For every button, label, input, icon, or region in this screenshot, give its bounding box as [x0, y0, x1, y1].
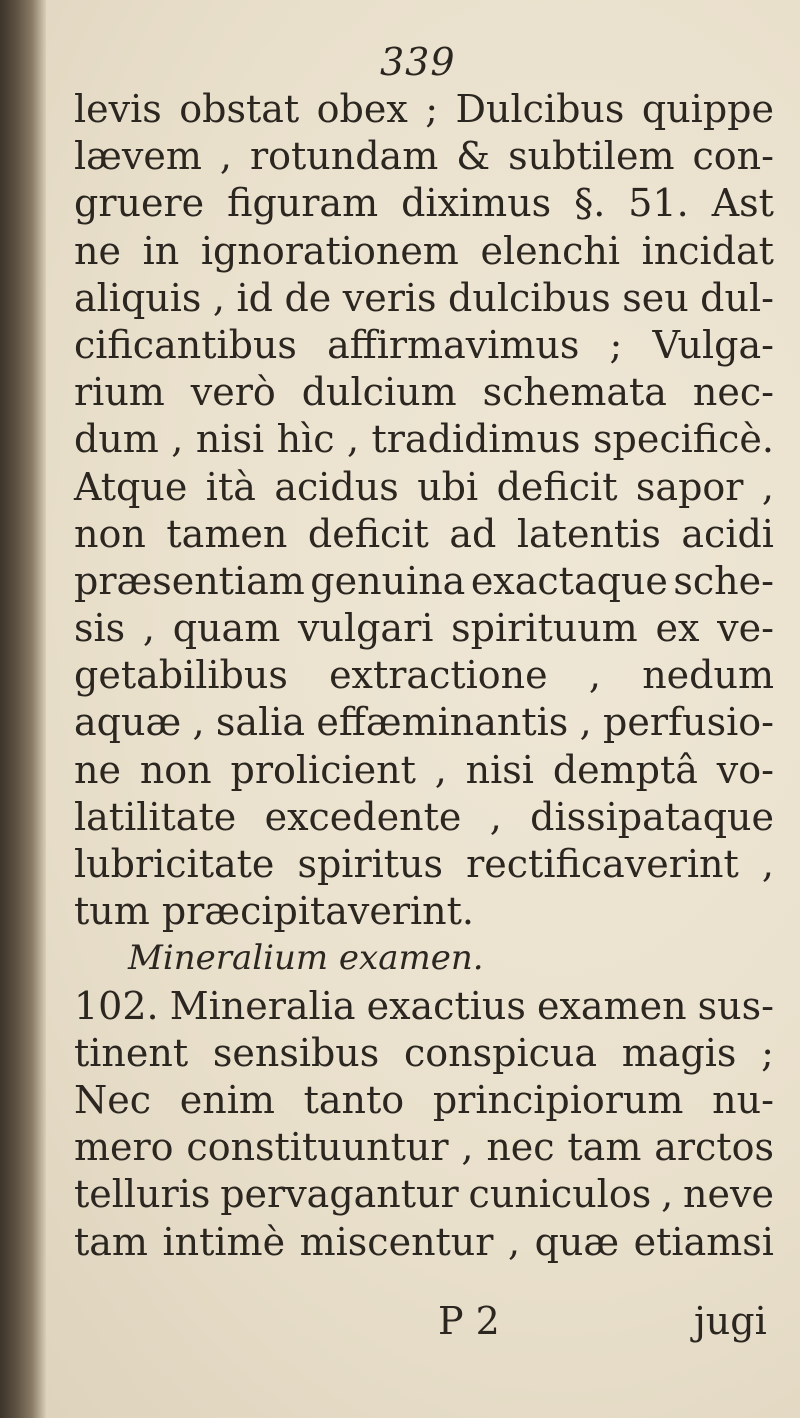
- word: ,: [489, 794, 502, 839]
- word: spiritus: [297, 842, 444, 886]
- word: sensibus: [212, 1030, 380, 1075]
- page-footer: [74, 1296, 774, 1346]
- word: latilitate: [74, 794, 237, 839]
- word: in: [142, 228, 180, 273]
- word: &: [456, 134, 491, 179]
- text-line: [74, 275, 774, 322]
- word: ,: [192, 700, 205, 745]
- word: con-: [692, 134, 774, 179]
- word: ,: [507, 1219, 521, 1264]
- word: principiorum: [432, 1077, 684, 1122]
- word: rectificaverint: [466, 842, 739, 886]
- text-line: [74, 86, 774, 133]
- word: cuniculos: [468, 1172, 652, 1217]
- word: ,: [579, 700, 592, 745]
- word: latentis: [516, 511, 661, 556]
- word: excedente: [264, 794, 462, 839]
- word: hìc: [276, 417, 335, 462]
- word: ,: [212, 275, 225, 320]
- word: levis: [74, 87, 162, 131]
- word: affirmavimus: [327, 322, 580, 367]
- catchword: jugi: [694, 1299, 767, 1343]
- word: lubricitate: [74, 842, 275, 886]
- text-line: [74, 794, 774, 841]
- text-line: [74, 699, 774, 746]
- text-line: [74, 133, 774, 180]
- word: ;: [609, 322, 623, 367]
- word: veris: [342, 275, 437, 320]
- word: ,: [346, 417, 360, 462]
- word: ve-: [717, 606, 774, 651]
- text-line: [74, 652, 774, 699]
- word: tamen: [166, 511, 288, 556]
- text-line: [74, 1124, 774, 1171]
- word: ne: [74, 228, 121, 273]
- text-line: [74, 1219, 774, 1266]
- text-line: [74, 747, 774, 794]
- word: rium: [74, 370, 165, 415]
- body-text: [74, 86, 774, 1266]
- word: lævem: [74, 134, 202, 179]
- word: de: [284, 275, 332, 320]
- word: sche-: [673, 558, 774, 603]
- text-line: [74, 1171, 774, 1218]
- word: enim: [179, 1077, 275, 1122]
- word: extractione: [329, 653, 548, 698]
- word: miscentur: [299, 1219, 494, 1264]
- word: Mineralia: [169, 983, 356, 1028]
- word: magis: [621, 1030, 737, 1075]
- word: nec: [486, 1125, 555, 1170]
- word: nisi: [195, 417, 265, 462]
- word: etiamsi: [633, 1219, 774, 1264]
- word: dulcibus: [448, 275, 611, 320]
- word: exactaque: [470, 558, 668, 603]
- word: sus-: [697, 983, 774, 1028]
- word: aquæ: [74, 700, 182, 745]
- text-line: [74, 983, 774, 1030]
- word: nec-: [692, 370, 774, 415]
- word: incidat: [641, 228, 774, 273]
- signature-mark: P 2: [438, 1299, 500, 1343]
- word: ità: [205, 464, 256, 509]
- word: effæminantis: [316, 700, 569, 745]
- word: Atque: [74, 464, 188, 509]
- text-line: [74, 605, 774, 652]
- word: nedum: [642, 653, 774, 698]
- section-heading: Mineralium examen.: [128, 938, 484, 979]
- word: dulcium: [301, 370, 457, 415]
- word: deficit: [496, 464, 618, 509]
- word: intimè: [162, 1219, 286, 1264]
- word: ne: [74, 747, 121, 792]
- word: Nec: [74, 1077, 152, 1122]
- word: Ast: [711, 181, 774, 226]
- word: tinent: [74, 1030, 189, 1075]
- word: deficit: [307, 511, 429, 556]
- word: 102.: [74, 983, 159, 1028]
- word: sis: [74, 606, 126, 651]
- text-line: [74, 558, 774, 605]
- word: tradidimus: [371, 417, 581, 462]
- word: neve: [683, 1172, 774, 1217]
- word: ignorationem: [200, 228, 459, 273]
- word: seu: [622, 275, 689, 320]
- word: ,: [761, 464, 774, 509]
- word: mero: [74, 1125, 174, 1170]
- word: quippe: [641, 87, 774, 131]
- word: schemata: [482, 370, 667, 415]
- binding-gutter: [0, 0, 46, 1418]
- text-line: [74, 1077, 774, 1124]
- word: tanto: [303, 1077, 405, 1122]
- word: dissipataque: [530, 794, 774, 839]
- text-line: [74, 464, 774, 511]
- word: tam: [567, 1125, 642, 1170]
- word: sapor: [635, 464, 744, 509]
- word: dul-: [700, 275, 774, 320]
- word: demptâ: [552, 747, 698, 792]
- word: ,: [588, 653, 601, 698]
- word: getabilibus: [74, 653, 288, 698]
- word: ;: [761, 1030, 774, 1075]
- word: elenchi: [480, 228, 620, 273]
- word: obex: [316, 87, 408, 131]
- word: conspicua: [404, 1030, 598, 1075]
- word: aliquis: [74, 275, 202, 320]
- text-line: tum præcipitaverint.: [74, 889, 475, 934]
- word: genuina: [310, 558, 466, 603]
- word: constituuntur: [186, 1125, 449, 1170]
- word: arctos: [654, 1125, 774, 1170]
- word: telluris: [74, 1172, 211, 1217]
- word: nisi: [465, 747, 534, 792]
- word: gruere: [74, 181, 205, 226]
- word: §.: [574, 181, 606, 226]
- text-line: [74, 841, 774, 888]
- text-line: [74, 511, 774, 558]
- word: ,: [461, 1125, 474, 1170]
- word: verò: [190, 370, 276, 415]
- word: pervagantur: [220, 1172, 459, 1217]
- word: prolicient: [230, 747, 416, 792]
- word: non: [139, 747, 212, 792]
- word: ,: [142, 606, 155, 651]
- word: ;: [425, 87, 439, 131]
- word: ,: [661, 1172, 674, 1217]
- word: figuram: [227, 181, 379, 226]
- word: ex: [655, 606, 700, 651]
- word: examen: [536, 983, 687, 1028]
- word: rotundam: [249, 134, 439, 179]
- word: salia: [215, 700, 306, 745]
- text-line: [74, 322, 774, 369]
- word: non: [74, 511, 146, 556]
- text-line: [74, 416, 774, 463]
- word: vulgari: [298, 606, 434, 651]
- word: Vulga-: [652, 322, 774, 367]
- word: acidus: [274, 464, 399, 509]
- word: specificè.: [593, 417, 774, 462]
- word: cificantibus: [74, 322, 297, 367]
- text-line: [74, 180, 774, 227]
- word: ,: [434, 747, 447, 792]
- word: ad: [449, 511, 497, 556]
- page-number: 339: [380, 40, 456, 84]
- word: id: [236, 275, 273, 320]
- word: tam: [74, 1219, 148, 1264]
- word: perfusio-: [603, 700, 774, 745]
- word: subtilem: [508, 134, 675, 179]
- word: 51.: [628, 181, 689, 226]
- text-line: [74, 369, 774, 416]
- word: nu-: [712, 1077, 774, 1122]
- word: quæ: [534, 1219, 620, 1264]
- word: dum: [74, 417, 159, 462]
- word: obstat: [179, 87, 300, 131]
- word: ,: [219, 134, 232, 179]
- word: præsentiam: [74, 558, 305, 603]
- word: quam: [172, 606, 281, 651]
- text-line: [74, 1030, 774, 1077]
- word: ,: [761, 842, 774, 886]
- text-line: [74, 228, 774, 275]
- word: ,: [171, 417, 184, 462]
- word: vo-: [716, 747, 774, 792]
- word: exactius: [366, 983, 526, 1028]
- word: ubi: [417, 464, 479, 509]
- word: Dulcibus: [455, 87, 625, 131]
- word: diximus: [401, 181, 552, 226]
- word: acidi: [681, 511, 774, 556]
- word: spirituum: [451, 606, 638, 651]
